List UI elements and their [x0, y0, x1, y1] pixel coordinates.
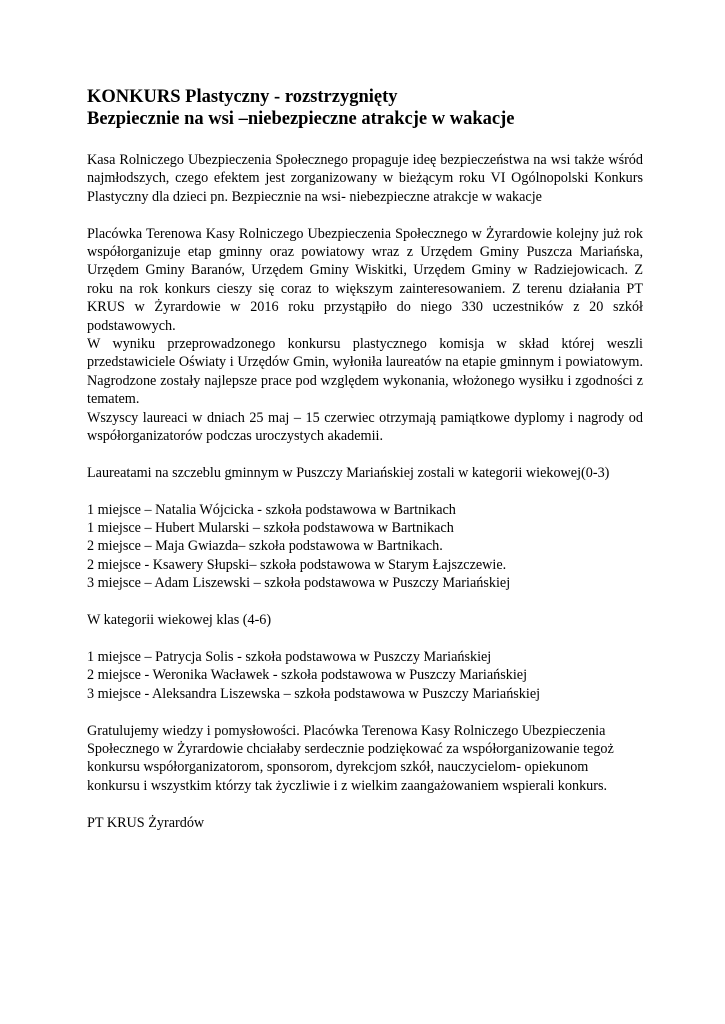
- organization-paragraph: Placówka Terenowa Kasy Rolniczego Ubezpieczenia Społecznego w Żyrardowie kolejny już rok współorganizuje etap gminny oraz powiatowy wraz z Urzędem Gminy Puszcza Mariańska, Urzędem Gminy Baranów, Urzędem Gminy Wiskitki, Urzędem Gminy w Radziejowicach. Z roku na rok konkurs cieszy się coraz to większym zainteresowaniem. Z terenu działania PT KRUS w Żyrardowie w 2016 roku przystąpiło do niego 330 uczestników z 20 szkół podstawowych.: [87, 225, 643, 334]
- category1-winners-list: [87, 501, 643, 593]
- title-line-1: KONKURS Plastyczny - rozstrzygnięty: [87, 87, 398, 107]
- list-item: 1 miejsce – Patrycja Solis - szkoła podstawowa w Puszczy Mariańskiej: [87, 648, 492, 665]
- document-title: [87, 86, 647, 130]
- document-body: [87, 151, 643, 832]
- list-item: 1 miejsce – Hubert Mularski – szkoła podstawowa w Bartnikach: [87, 520, 454, 537]
- list-item: 2 miejsce - Weronika Wacławek - szkoła podstawowa w Puszczy Mariańskiej: [87, 667, 528, 684]
- list-item: 1 miejsce – Natalia Wójcicka - szkoła podstawowa w Bartnikach: [87, 501, 456, 518]
- thanks-paragraph: Gratulujemy wiedzy i pomysłowości. Placówka Terenowa Kasy Rolniczego Ubezpieczenia Społecznego w Żyrardowie chciałaby serdecznie podziękować za współorganizowanie tegoż konkursu współorganizatorom, sponsorom, dyrekcjom szkół, nauczycielom- opiekunom konkursu i wszystkim którzy tak życzliwie i z wielkim zaangażowaniem wspierali konkurs.: [87, 722, 614, 794]
- category2-heading: W kategorii wiekowej klas (4-6): [87, 612, 272, 629]
- list-item: 3 miejsce - Aleksandra Liszewska – szkoła podstawowa w Puszczy Mariańskiej: [87, 685, 541, 702]
- list-item: 2 miejsce – Maja Gwiazda– szkoła podstawowa w Bartnikach.: [87, 538, 443, 555]
- list-item: 3 miejsce – Adam Liszewski – szkoła podstawowa w Puszczy Mariańskiej: [87, 575, 511, 592]
- jury-paragraph: W wyniku przeprowadzonego konkursu plastycznego komisja w skład której weszli przedstawiciele Oświaty i Urzędów Gmin, wyłoniła laureatów na etapie gminnym i powiatowym. Nagrodzone zostały najlepsze prace pod względem wykonania, włożonego wysiłku i zgodności z tematem.: [87, 336, 643, 408]
- category2-winners-list: [87, 648, 643, 703]
- signature: PT KRUS Żyrardów: [87, 814, 205, 831]
- title-line-2: Bezpiecznie na wsi –niebezpieczne atrakcje w wakacje: [87, 109, 515, 129]
- category1-heading: Laureatami na szczeblu gminnym w Puszczy Mariańskiej zostali w kategorii wiekowej(0-3): [87, 464, 610, 481]
- intro-paragraph: Kasa Rolniczego Ubezpieczenia Społecznego propaguje ideę bezpieczeństwa na wsi także wśród najmłodszych, czego efektem jest zorganizowany w bieżącym roku VI Ogólnopolski Konkurs Plastyczny dla dzieci pn. Bezpiecznie na wsi- niebezpieczne atrakcje w wakacje: [87, 152, 643, 205]
- awards-paragraph: Wszyscy laureaci w dniach 25 maj – 15 czerwiec otrzymają pamiątkowe dyplomy i nagrody od współorganizatorów podczas uroczystych akademii.: [87, 409, 643, 445]
- list-item: 2 miejsce - Ksawery Słupski– szkoła podstawowa w Starym Łajszczewie.: [87, 556, 507, 573]
